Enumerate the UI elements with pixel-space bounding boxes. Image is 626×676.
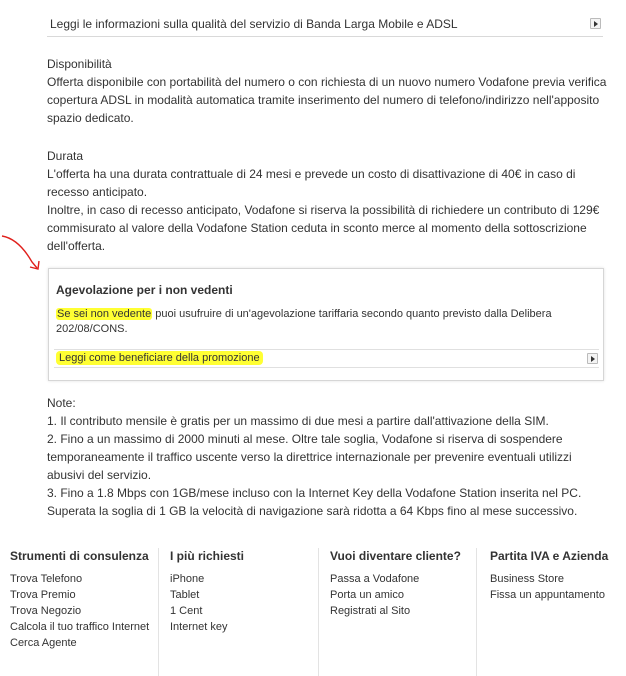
footer-column-title: I più richiesti: [170, 549, 245, 563]
chevron-right-icon[interactable]: [590, 18, 601, 29]
highlighted-phrase: Se sei non vedente: [57, 308, 152, 320]
footer-link[interactable]: Internet key: [170, 621, 228, 633]
agevolazione-box: [48, 268, 604, 381]
footer-link[interactable]: Passa a Vodafone: [330, 573, 420, 585]
footer-link[interactable]: Trova Premio: [10, 589, 76, 601]
footer-link[interactable]: iPhone: [170, 573, 205, 585]
footer-link[interactable]: Trova Negozio: [10, 605, 82, 617]
footer-link[interactable]: Business Store: [490, 573, 564, 585]
footer-link[interactable]: Cerca Agente: [10, 637, 77, 649]
note-item: 2. Fino a un massimo di 2000 minuti al mese. Oltre tale soglia, Vodafone si riserva di sospendere temporaneamente il traffico uscente verso la direttrice internazionale per prevenire eventuali utilizzi abusivi del servizio.: [47, 432, 572, 482]
footer-column: [476, 548, 626, 676]
chevron-right-icon[interactable]: [587, 353, 598, 364]
footer-column: [318, 548, 476, 676]
footer-column-title: Vuoi diventare cliente?: [330, 549, 461, 563]
agevolazione-body: puoi usufruire di un'agevolazione tariffaria secondo quanto previsto dalla Delibera 202/08/CONS.: [56, 308, 552, 335]
disponibilita-text: Offerta disponibile con portabilità del numero o con richiesta di un nuovo numero Vodafone previa verifica copertura ADSL in modalità automatica tramite inserimento del numero di telefono/indirizzo nell'apposito spazio dedicato.: [47, 75, 607, 125]
footer-column: [158, 548, 318, 676]
agevolazione-title: Agevolazione per i non vedenti: [56, 283, 233, 297]
footer: [0, 548, 626, 676]
footer-link[interactable]: Calcola il tuo traffico Internet: [10, 621, 150, 633]
footer-link[interactable]: Trova Telefono: [10, 573, 83, 585]
note-item: 3. Fino a 1.8 Mbps con 1GB/mese incluso con la Internet Key della Vodafone Station inserita nel PC. Superata la soglia di 1 GB la velocità di navigazione sarà ridotta a 64 Kbps fino al mese successivo.: [47, 486, 582, 518]
beneficiare-link-label[interactable]: Leggi come beneficiare della promozione: [56, 351, 263, 365]
note-item: 1. Il contributo mensile è gratis per un massimo di due mesi a partire dall'attivazione della SIM.: [47, 414, 549, 428]
durata-text-2: Inoltre, in caso di recesso anticipato, Vodafone si riserva la possibilità di richiedere un contributo di 129€ commisurato al valore della Vodafone Station ceduta in sconto merce al momento della sottoscrizione dell'offerta.: [47, 203, 600, 253]
agevolazione-text: [56, 307, 586, 337]
quality-info-link-label: Leggi le informazioni sulla qualità del servizio di Banda Larga Mobile e ADSL: [50, 17, 458, 31]
notes-heading: Note:: [47, 396, 76, 410]
durata-section: [47, 147, 607, 255]
durata-heading: Durata: [47, 149, 84, 163]
footer-column-title: Partita IVA e Azienda: [490, 549, 609, 563]
disponibilita-section: [47, 55, 607, 127]
footer-link[interactable]: Tablet: [170, 589, 200, 601]
disponibilita-heading: Disponibilità: [47, 57, 112, 71]
footer-link[interactable]: Fissa un appuntamento: [490, 589, 605, 601]
durata-text-1: L'offerta ha una durata contrattuale di 24 mesi e prevede un costo di disattivazione di 40€ in caso di recesso anticipato.: [47, 167, 576, 199]
annotation-arrow-icon: [0, 230, 48, 274]
notes-section: [47, 394, 607, 520]
footer-link[interactable]: Porta un amico: [330, 589, 404, 601]
beneficiare-link[interactable]: [54, 349, 599, 368]
quality-info-link[interactable]: [47, 15, 603, 37]
footer-link[interactable]: Registrati al Sito: [330, 605, 411, 617]
footer-column: [0, 548, 158, 676]
footer-column-title: Strumenti di consulenza: [10, 549, 149, 563]
footer-link[interactable]: 1 Cent: [170, 605, 203, 617]
